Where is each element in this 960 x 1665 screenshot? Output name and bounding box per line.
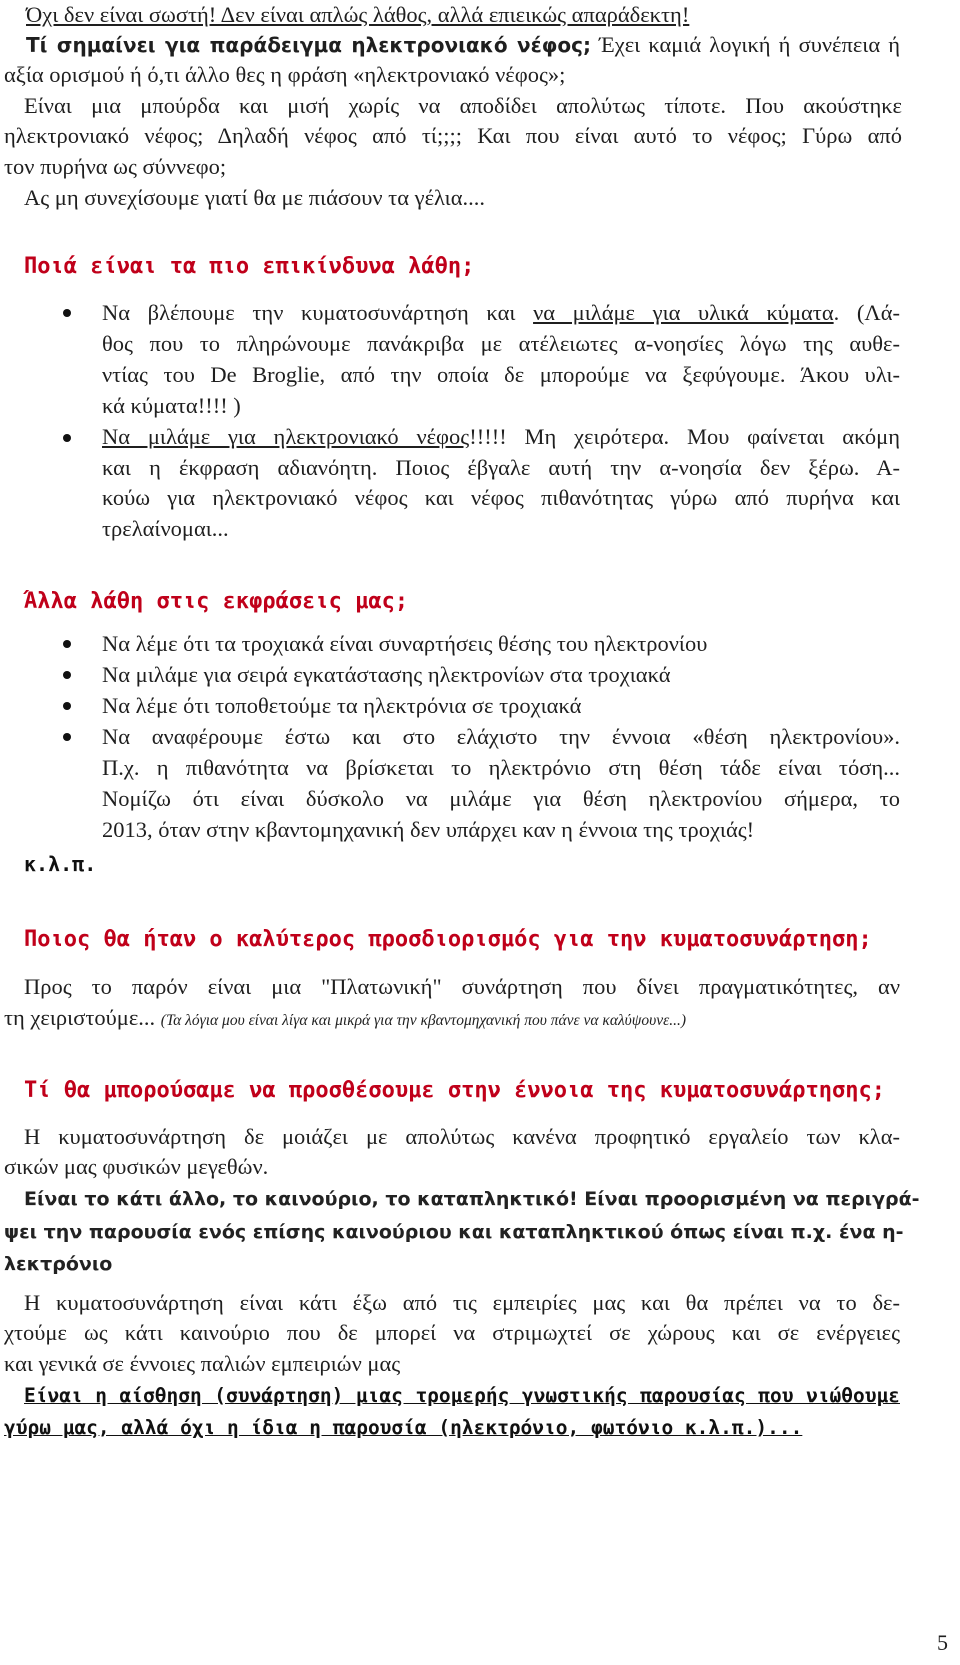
intro-question: Τί σημαίνει για παράδειγμα ηλεκτρονιακό νέφος; [26,33,592,57]
etc-label: κ.λ.π. [24,852,97,876]
text: . (Λά- [833,300,900,325]
list-item-2-line-2: και η έκφραση αδιανόητη. Ποιος έβγαλε αυτή την α-νοησία δεν ξέρω. Α- [102,455,900,480]
section-heading-what-to-add: Τί θα μπορούσαμε να προσθέσουμε στην έννοια της κυματοσυνάρτησης; [24,1078,885,1103]
underlined-text: να μιλάμε για υλικά κύματα [533,300,834,325]
list-item-1-line-3: ντίας του De Broglie, από την οποία δε μπορούμε να ξεφύγουμε. Άκου υλι- [102,362,900,387]
intro-line-5: ηλεκτρονιακό νέφος; Δηλαδή νέφος από τί;;;; Και που είναι αυτό το νέφος; Γύρω από [4,123,902,148]
section-heading-dangerous-mistakes: Ποιά είναι τα πιο επικίνδυνα λάθη; [24,254,475,279]
list-item-2-line-3: κούω για ηλεκτρονιακό νέφος και νέφος πιθανότητας γύρω από πυρήνα και [102,485,900,510]
conclusion-line-2: γύρω μας, αλλά όχι η ίδια η παρουσία (ηλεκτρόνιο, φωτόνιο κ.λ.π.)... [4,1416,803,1439]
addition-bold-line-1: Είναι το κάτι άλλο, το καινούριο, το καταπληκτικό! Είναι προορισμένη να περιγρά- [24,1188,920,1210]
list-item-6-line-2: Π.χ. η πιθανότητα να βρίσκεται το ηλεκτρόνιο στη θέση τάδε είναι τόση... [102,755,900,780]
bullet-icon [63,733,71,741]
bullet-icon [63,702,71,710]
section-heading-best-definition: Ποιος θα ήταν ο καλύτερος προσδιορισμός για την κυματοσυνάρτηση; [24,927,872,952]
bullet-icon [63,309,71,317]
text: Να βλέπουμε την κυματοσυνάρτηση και [102,300,534,325]
italic-note: (Τα λόγια μου είναι λίγα και μικρά για την κβαντομηχανική που πάνε να καλύψουνε...) [160,1012,687,1029]
intro-line-2 [26,30,900,60]
list-item-2-line-1 [102,422,900,452]
definition-line-1: Προς το παρόν είναι μια "Πλατωνική" συνάρτηση που δίνει πραγματικότητες, αν [24,974,900,999]
intro-line-1: Όχι δεν είναι σωστή! Δεν είναι απλώς λάθος, αλλά επιεικώς απαράδεκτη! [26,2,690,27]
bullet-icon [63,434,71,442]
list-item-1-line-1 [102,298,900,328]
intro-line-7: Ας μη συνεχίσουμε γιατί θα με πιάσουν τα γέλια.... [24,185,485,210]
list-item-6-line-4: 2013, όταν στην κβαντομηχανική δεν υπάρχει καν η έννοια της τροχιάς! [102,817,755,842]
page-number: 5 [937,1630,948,1655]
intro-line-3: αξία ορισμού ή ό,τι άλλο θες η φράση «ηλεκτρονιακό νέφος»; [4,62,566,87]
list-item-6-line-3: Νομίζω ότι είναι δύσκολο να μιλάμε για θέση ηλεκτρονίου σήμερα, το [102,786,900,811]
list-item-1-line-4: κά κύματα!!!! ) [102,393,241,418]
addition-line-3: Η κυματοσυνάρτηση είναι κάτι έξω από τις εμπειρίες μας και θα πρέπει να το δε- [24,1290,900,1315]
list-item-3: Να λέμε ότι τα τροχιακά είναι συναρτήσεις θέσης του ηλεκτρονίου [102,631,708,656]
intro-line-4: Είναι μια μπούρδα και μισή χωρίς να αποδίδει απολύτως τίποτε. Που ακούστηκε [24,93,902,118]
list-item-1-line-2: θος που το πληρώνουμε πανάκριβα με ατέλειωτες α-νοησίες λόγω της αυθε- [102,331,900,356]
addition-line-5: και γενικά σε έννοιες παλιών εμπειριών μας [4,1351,401,1376]
definition-line-2 [4,1003,686,1036]
underlined-text: Να μιλάμε για ηλεκτρονιακό νέφος [102,424,470,449]
list-item-6-line-1: Να αναφέρουμε έστω και στο ελάχιστο την έννοια «θέση ηλεκτρονίου». [102,724,900,749]
text: τη χειριστούμε... [4,1005,156,1030]
bullet-icon [63,640,71,648]
list-item-4: Να μιλάμε για σειρά εγκατάστασης ηλεκτρονίων στα τροχιακά [102,662,671,687]
list-item-5: Να λέμε ότι τοποθετούμε τα ηλεκτρόνια σε τροχιακά [102,693,582,718]
text: !!!!! Μη χειρότερα. Μου φαίνεται ακόμη [469,424,900,449]
intro-line-6: τον πυρήνα ως σύννεφο; [4,154,227,179]
addition-line-2: σικών μας φυσικών μεγεθών. [4,1154,269,1179]
addition-line-4: χτούμε ως κάτι καινούριο που δε μπορεί να στριμωχτεί σε χώρους και σε ενέργειες [4,1320,900,1345]
bullet-icon [63,671,71,679]
list-item-2-line-4: τρελαίνομαι... [102,516,229,541]
section-heading-other-mistakes: Άλλα λάθη στις εκφράσεις μας; [24,589,409,614]
addition-line-1: Η κυματοσυνάρτηση δε μοιάζει με απολύτως κανένα προφητικό εργαλείο των κλα- [24,1124,900,1149]
addition-bold-line-3: λεκτρόνιο [4,1253,113,1275]
addition-bold-line-2: ψει την παρουσία ενός επίσης καινούριου και καταπληκτικού όπως είναι π.χ. ένα η- [4,1221,904,1243]
intro-line-2-rest: Έχει καμιά λογική ή συνέπεια ή [591,32,900,57]
conclusion-line-1: Είναι η αίσθηση (συνάρτηση) μιας τρομερής γνωστικής παρουσίας που νιώθουμε [24,1384,900,1407]
